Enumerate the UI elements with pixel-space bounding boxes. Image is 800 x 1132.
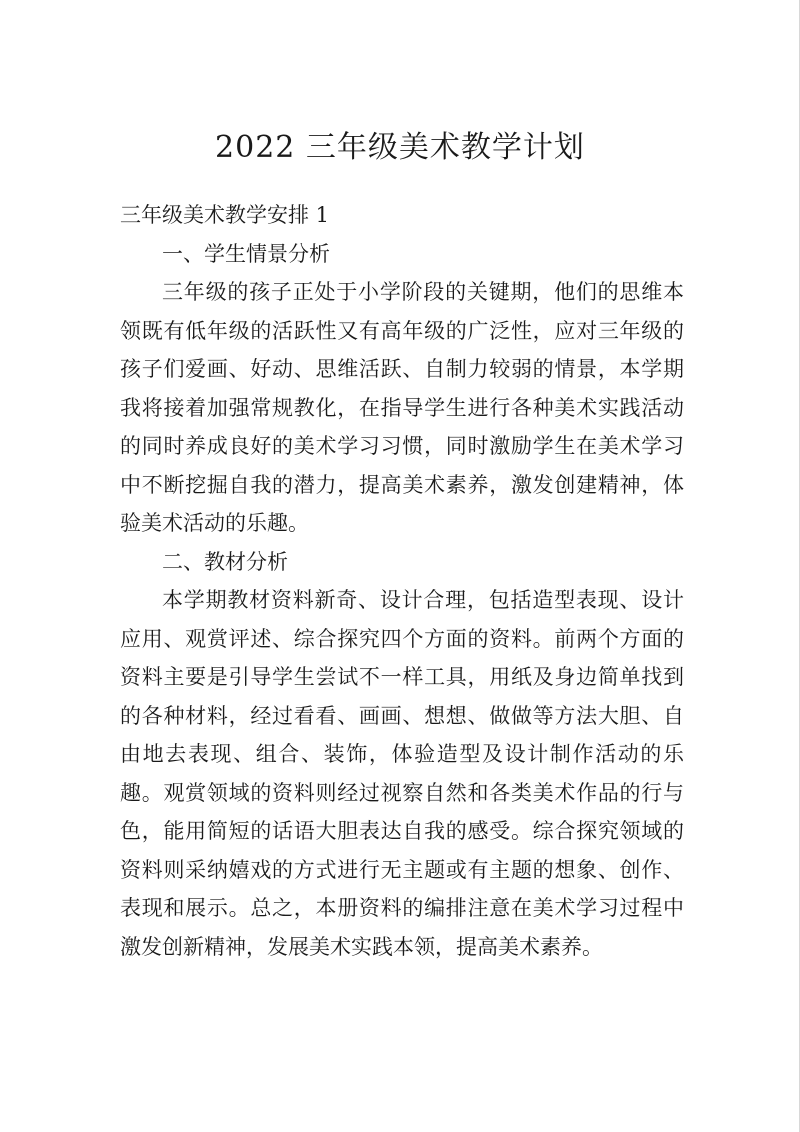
- section-heading-2: 二、教材分析: [162, 549, 288, 574]
- document-body: [120, 196, 684, 966]
- section-paragraph-1: 三年级的孩子正处于小学阶段的关键期，他们的思维本领既有低年级的活跃性又有高年级的广泛性，应对三年级的孩子们爱画、好动、思维活跃、自制力较弱的情景，本学期我将接着加强常规教化，在指导学生进行各种美术实践活动的同时养成良好的美术学习习惯，同时激励学生在美术学习中不断挖掘自我的潜力，提高美术素养，激发创建精神，体验美术活动的乐趣。: [120, 280, 684, 535]
- section-paragraph-2: 本学期教材资料新奇、设计合理，包括造型表现、设计应用、观赏评述、综合探究四个方面的资料。前两个方面的资料主要是引导学生尝试不一样工具，用纸及身边简单找到的各种材料，经过看看、画画、想想、做做等方法大胆、自由地去表现、组合、装饰，体验造型及设计制作活动的乐趣。观赏领域的资料则经过视察自然和各类美术作品的行与色，能用简短的话语大胆表达自我的感受。综合探究领域的资料则采纳嬉戏的方式进行无主题或有主题的想象、创作、表现和展示。总之，本册资料的编排注意在美术学习过程中激发创新精神，发展美术实践本领，提高美术素养。: [120, 588, 684, 959]
- document-subtitle: 三年级美术教学安排 1: [120, 203, 330, 227]
- page-title: 2022 三年级美术教学计划: [215, 130, 585, 165]
- section-heading-1: 一、学生情景分析: [162, 241, 330, 266]
